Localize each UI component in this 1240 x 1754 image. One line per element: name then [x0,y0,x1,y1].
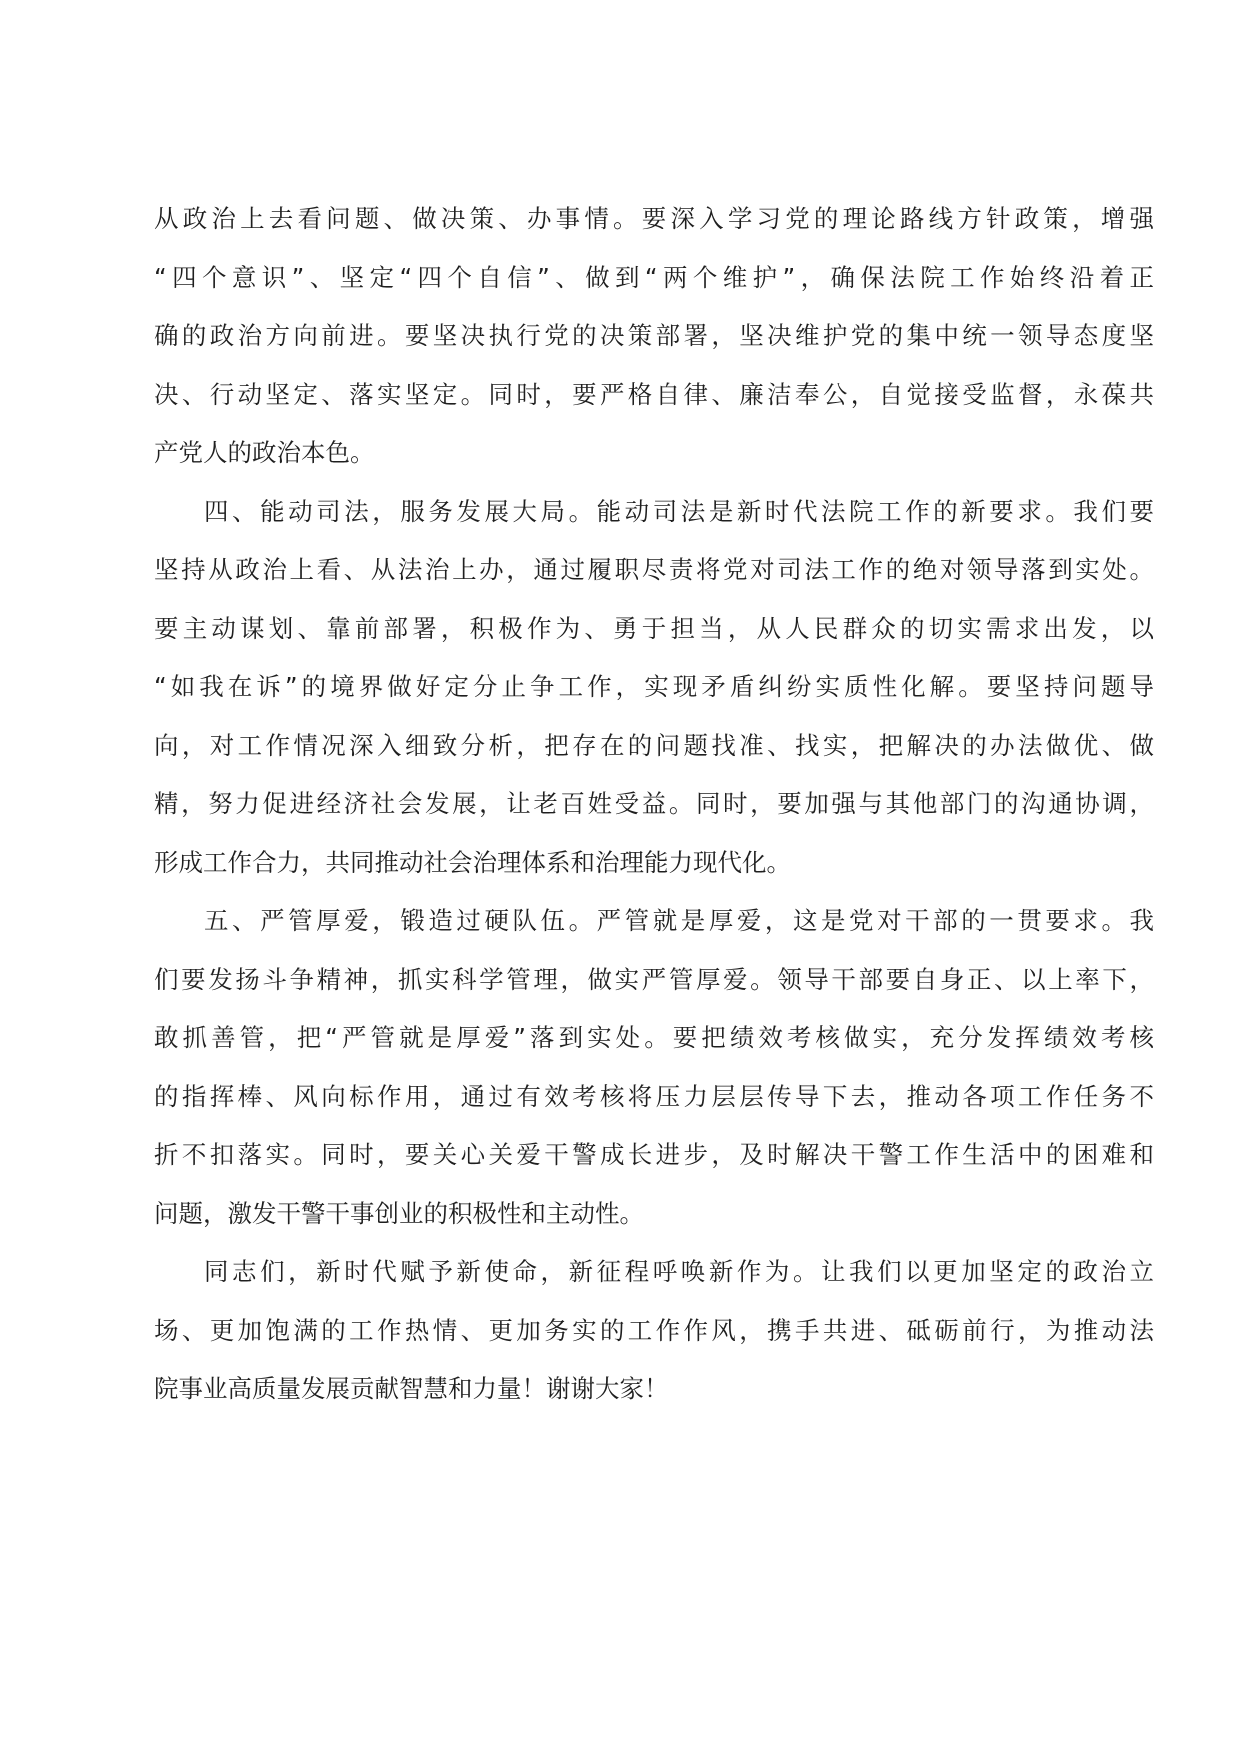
text-line: 从政治上去看问题、做决策、办事情。要深入学习党的理论路线方针政策，增强 [154,204,1154,233]
text-line: 坚持从政治上看、从法治上办，通过履职尽责将党对司法工作的绝对领导落到实处。 [154,555,1154,584]
text-line: 问题，激发干警干事创业的积极性和主动性。 [154,1198,644,1228]
text-line: 的指挥棒、风向标作用，通过有效考核将压力层层传导下去，推动各项工作任务不 [154,1081,1154,1111]
text-line: “如我在诉”的境界做好定分止争工作，实现矛盾纠纷实质性化解。要坚持问题导 [154,672,1154,701]
text-line: 敢抓善管，把“严管就是厚爱”落到实处。要把绩效考核做实，充分发挥绩效考核 [154,1023,1154,1052]
text-line: 要主动谋划、靠前部署，积极作为、勇于担当，从人民群众的切实需求出发，以 [154,613,1154,643]
text-line: 形成工作合力，共同推动社会治理体系和治理能力现代化。 [154,847,791,877]
text-line: 四、能动司法，服务发展大局。能动司法是新时代法院工作的新要求。我们要 [204,496,1154,526]
text-line: “四个意识”、坚定“四个自信”、做到“两个维护”，确保法院工作始终沿着正 [154,262,1154,292]
text-line: 院事业高质量发展贡献智慧和力量！谢谢大家！ [154,1374,669,1403]
text-line: 决、行动坚定、落实坚定。同时，要严格自律、廉洁奉公，自觉接受监督，永葆共 [154,379,1154,409]
text-line: 五、严管厚爱，锻造过硬队伍。严管就是厚爱，这是党对干部的一贯要求。我 [204,906,1154,935]
text-line: 向，对工作情况深入细致分析，把存在的问题找准、找实，把解决的办法做优、做 [154,730,1154,760]
text-line: 确的政治方向前进。要坚决执行党的决策部署，坚决维护党的集中统一领导态度坚 [154,321,1154,350]
text-line: 产党人的政治本色。 [154,438,375,467]
text-line: 折不扣落实。同时，要关心关爱干警成长进步，及时解决干警工作生活中的困难和 [154,1140,1154,1169]
document-body [154,190,1154,1419]
text-line: 同志们，新时代赋予新使命，新征程呼唤新作为。让我们以更加坚定的政治立 [204,1257,1154,1286]
text-line: 精，努力促进经济社会发展，让老百姓受益。同时，要加强与其他部门的沟通协调， [154,789,1154,818]
text-line: 们要发扬斗争精神，抓实科学管理，做实严管厚爱。领导干部要自身正、以上率下， [154,964,1154,994]
text-line: 场、更加饱满的工作热情、更加务实的工作作风，携手共进、砥砺前行，为推动法 [154,1315,1154,1345]
